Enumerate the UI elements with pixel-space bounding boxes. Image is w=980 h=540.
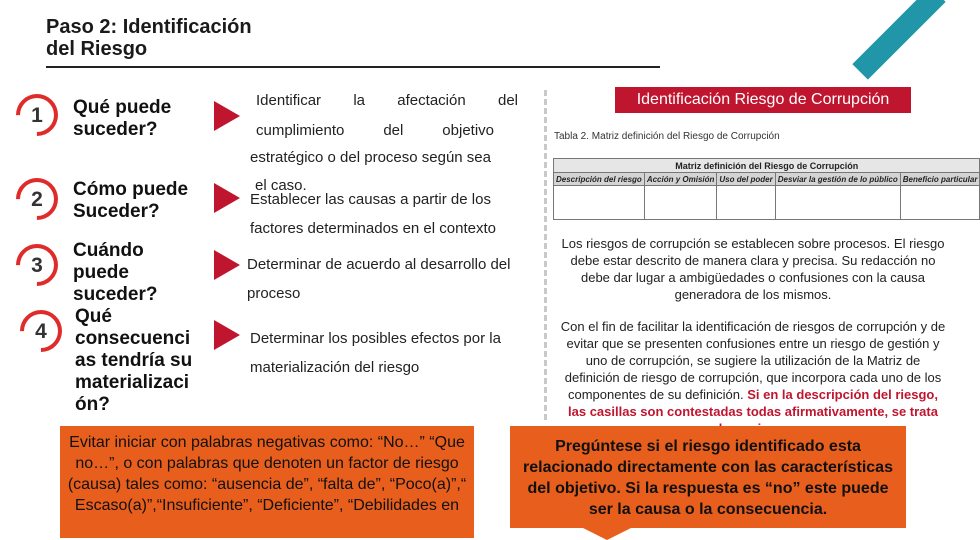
step-4-question-line: Qué xyxy=(75,306,112,327)
step-4-arrow-icon xyxy=(214,320,240,350)
step-1-question-line: Qué puede xyxy=(73,97,172,118)
step-4-question-line: ón? xyxy=(75,394,110,415)
step-2-question-line: Suceder? xyxy=(73,201,160,222)
step-1-description-line: estratégico o del proceso según sea xyxy=(250,149,491,166)
matrix-cell xyxy=(900,186,980,220)
table-caption: Tabla 2. Matriz definición del Riesgo de Corrupción xyxy=(554,131,780,142)
step-2-description-line: factores determinados en el contexto xyxy=(250,220,496,237)
step-3-question xyxy=(73,240,157,306)
corner-decoration xyxy=(852,0,945,80)
step-4-number: 4 xyxy=(35,320,47,343)
step-1-question-line: suceder? xyxy=(73,119,158,140)
matrix-column-header: Acción y Omisión xyxy=(644,173,717,186)
step-3-description-line: Determinar de acuerdo al desarrollo del xyxy=(247,256,511,273)
step-3-number: 3 xyxy=(31,254,43,277)
step-2-arrow-icon xyxy=(214,183,240,213)
callout-right: Pregúntese si el riesgo identificado esta relacionado directamente con las características del objetivo. Si la respuesta es “no” este puede ser la causa o la consecuencia. xyxy=(510,426,906,528)
step-4-question-line: consecuenci xyxy=(75,328,191,349)
callout-right-pointer xyxy=(583,528,631,540)
step-4-question-line: as tendría su xyxy=(75,350,193,371)
right-panel-heading: Identificación Riesgo de Corrupción xyxy=(615,87,911,113)
step-3-question-line: Cuándo xyxy=(73,240,144,261)
matrix-cell xyxy=(554,186,645,220)
step-2-description-line: Establecer las causas a partir de los xyxy=(250,191,491,208)
step-1-description-line: cumplimiento del objetivo xyxy=(256,122,494,139)
step-2-question-line: Cómo puede xyxy=(73,179,189,200)
matrix-title: Matriz definición del Riesgo de Corrupción xyxy=(554,159,980,173)
title-underline xyxy=(46,66,660,68)
step-4-question-line: materializaci xyxy=(75,372,190,393)
step-2-question xyxy=(73,179,188,223)
step-1-description-line: Identificar la afectación del xyxy=(256,92,518,109)
matrix-cell xyxy=(775,186,900,220)
page-title-line1: Paso 2: Identificación xyxy=(46,16,252,38)
step-3-arrow-icon xyxy=(214,250,240,280)
dashed-divider xyxy=(544,90,547,420)
step-1-description-line: el caso. xyxy=(255,177,307,194)
callout-left: Evitar iniciar con palabras negativas como: “No…” “Que no…”, o con palabras que denoten un factor de riesgo (causa) tales como: “ausencia de”, “falta de”, “Poco(a)”,“ Escaso(a)”,“Insuficiente”, “Deficiente”, “Debilidades en xyxy=(60,426,474,538)
matrix-column-header: Uso del poder xyxy=(717,173,775,186)
page-title-line2: del Riesgo xyxy=(46,38,148,60)
matrix-column-header: Desviar la gestión de lo público xyxy=(775,173,900,186)
step-4-description-line: Determinar los posibles efectos por la xyxy=(250,330,501,347)
step-4-description-line: materialización del riesgo xyxy=(250,359,420,376)
page-title xyxy=(46,16,252,60)
matrix-cell xyxy=(717,186,775,220)
right-paragraph-2-text: Con el fin de facilitar la identificación de riesgos de corrupción y de evitar que se presenten confusiones entre un riesgo de gestión y uno de corrupción, se sugiere la utilización de la Matriz de definición de riesgo de corrupción, que incorpora cada uno de los componentes de su definición. xyxy=(560,319,946,402)
corruption-matrix-table xyxy=(553,158,980,220)
step-1-arrow-icon xyxy=(214,101,240,131)
right-paragraph-1: Los riesgos de corrupción se establecen sobre procesos. El riesgo debe estar descrito de manera clara y precisa. Su redacción no debe dar lugar a ambigüedades o confusiones con la causa generadora de los mismos. xyxy=(561,236,945,302)
matrix-cell xyxy=(644,186,717,220)
step-4-question xyxy=(75,306,192,416)
right-paragraph-2-highlight: Si en la descripción del riesgo, las casillas son contestadas todas afirmativamente, se trata xyxy=(568,387,938,419)
step-2-number: 2 xyxy=(31,188,43,211)
step-3-question-line: puede xyxy=(73,262,129,283)
step-3-description-line: proceso xyxy=(247,285,301,302)
matrix-column-header: Beneficio particular xyxy=(900,173,980,186)
matrix-column-header: Descripción del riesgo xyxy=(554,173,645,186)
right-paragraph-2 xyxy=(560,318,946,434)
step-1-question xyxy=(73,97,171,141)
step-1-number: 1 xyxy=(31,104,43,127)
step-3-question-line: suceder? xyxy=(73,284,158,305)
